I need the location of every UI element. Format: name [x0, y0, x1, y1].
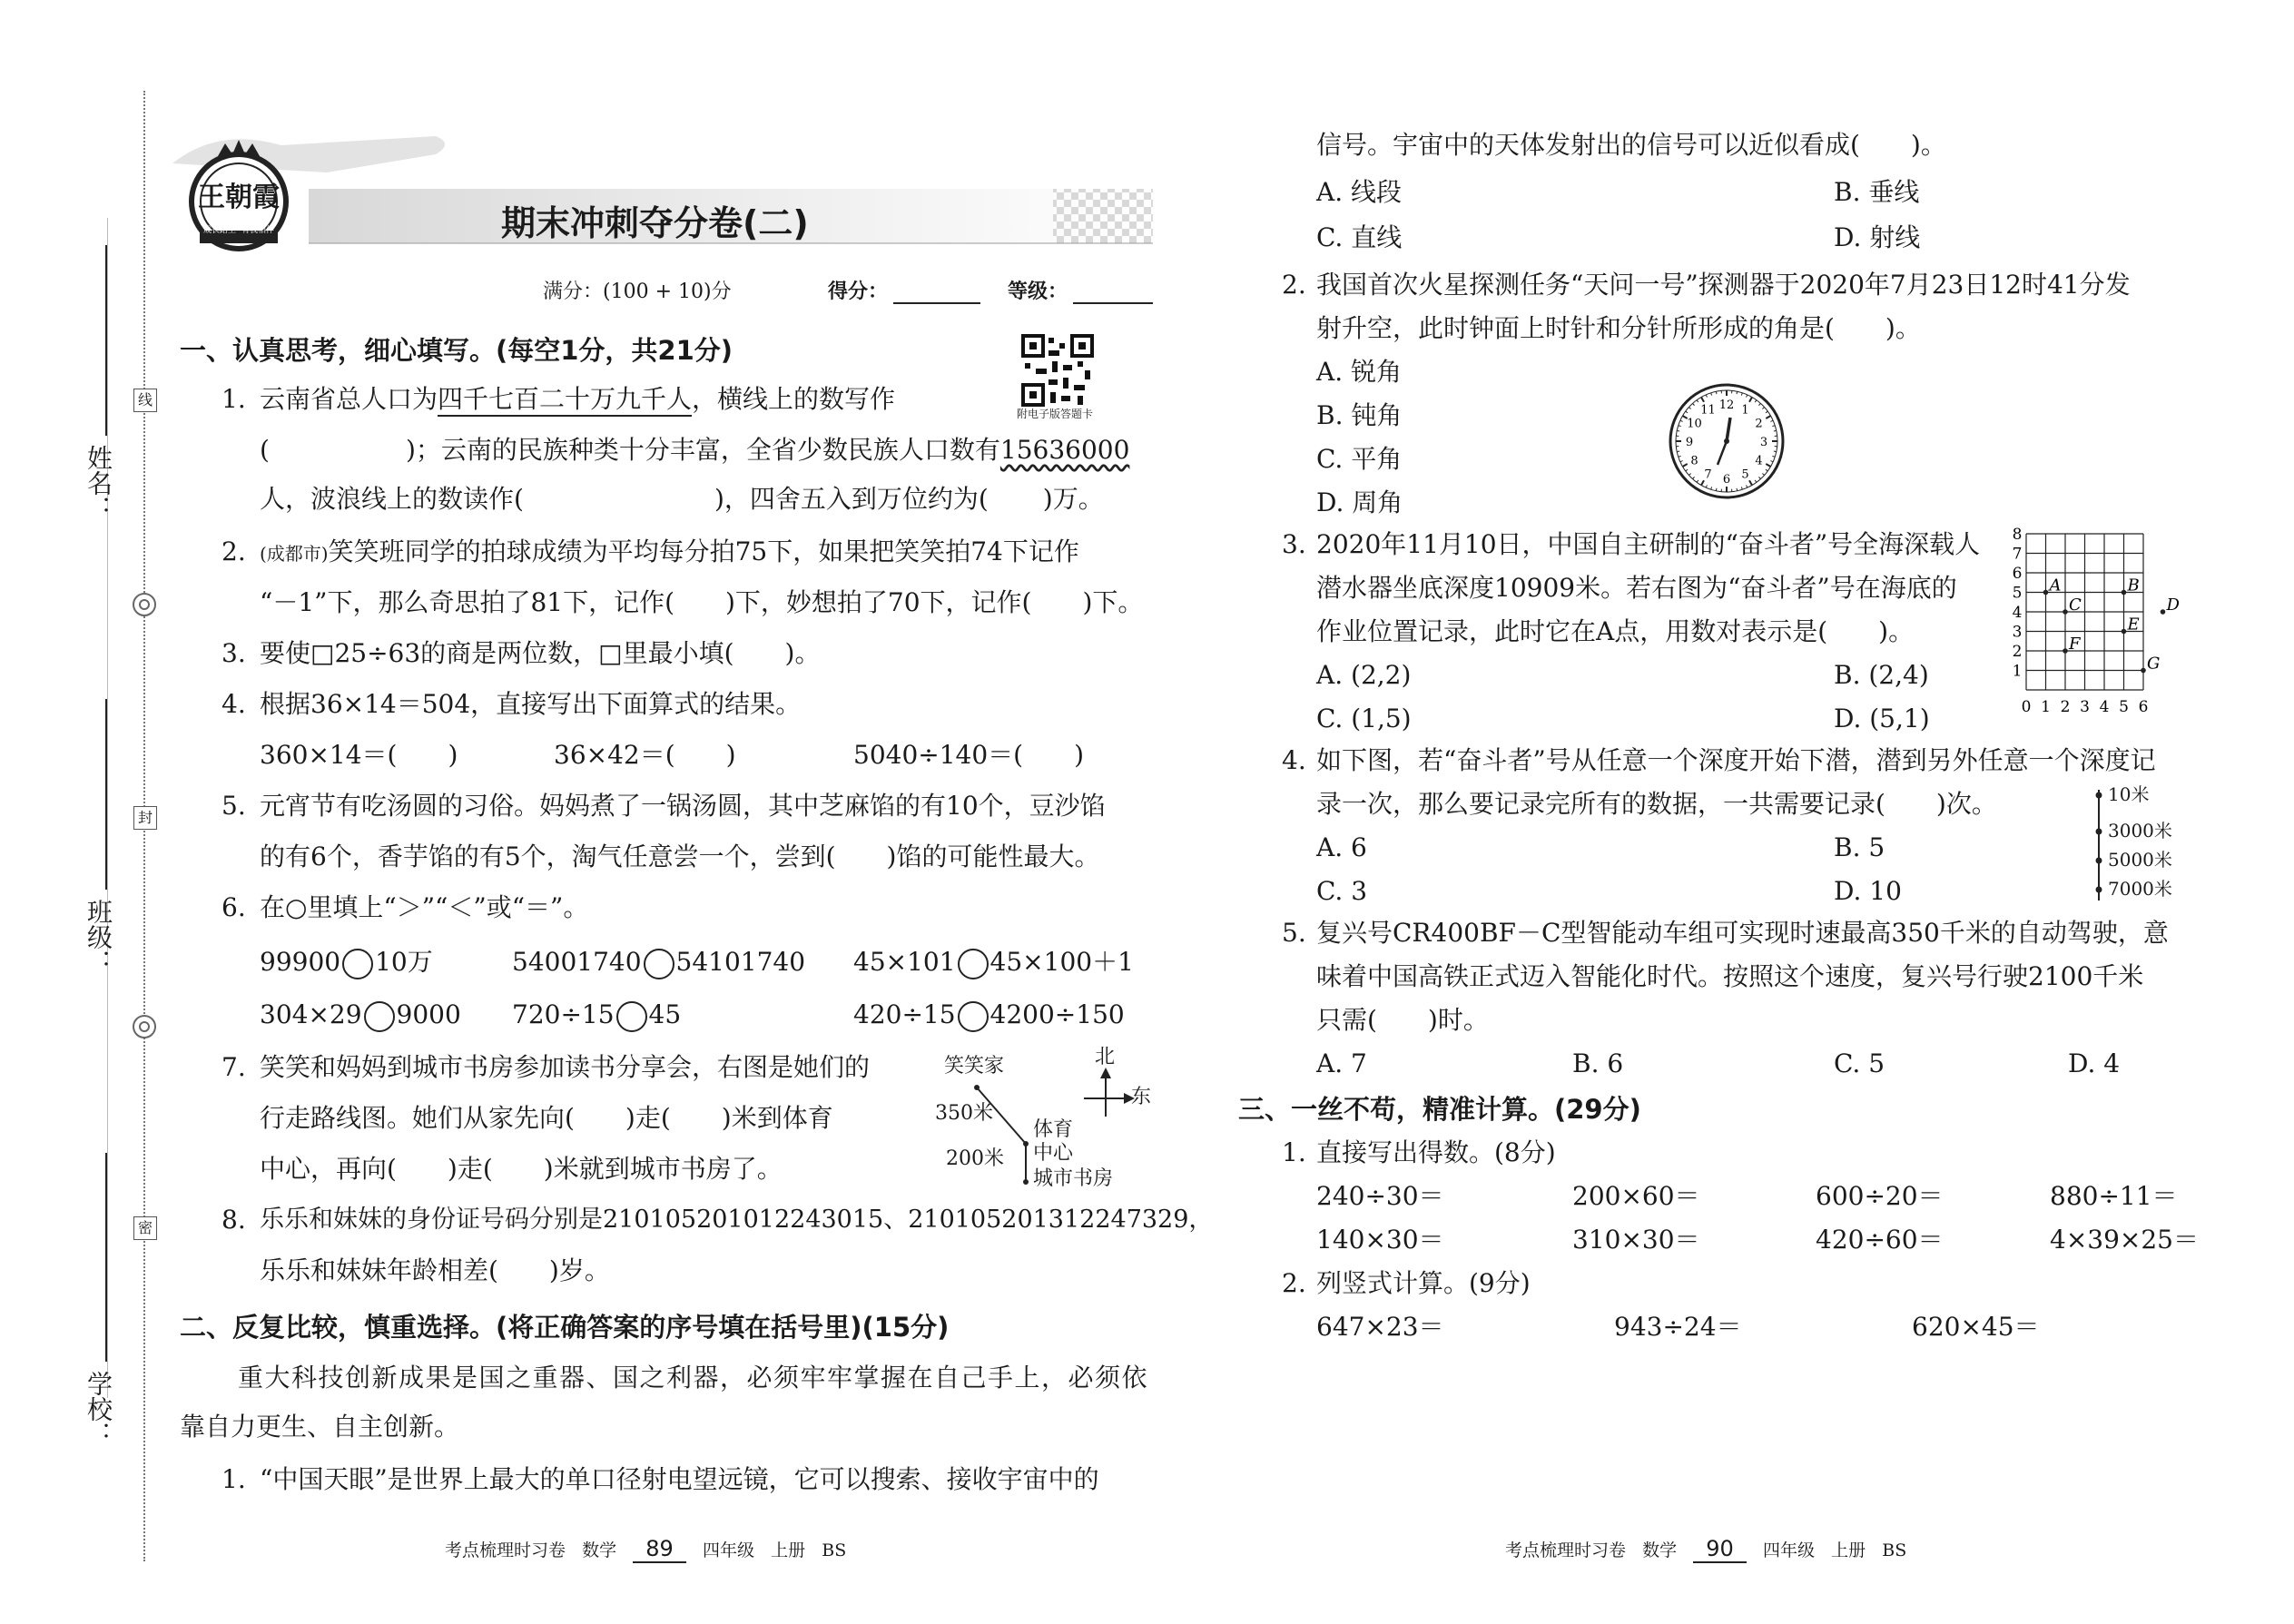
map-east: 东 — [1131, 1086, 1152, 1108]
compare-right: 45×100＋1 — [989, 947, 1134, 977]
grid-x-tick: 1 — [2041, 698, 2051, 716]
compare-circle[interactable] — [616, 1001, 647, 1032]
s2-q3-line2: 潜水器坐底深度10909米。若右图为“奋斗者”号在海底的 — [1316, 573, 1957, 603]
s2-q1-line2: 信号。宇宙中的天体发射出的信号可以近似看成( )。 — [1316, 130, 1946, 160]
s1-q6-row2-c3 — [853, 997, 1125, 1033]
clock-number: 1 — [1741, 403, 1749, 418]
section1-heading: 一、认真思考，细心填写。(每空1分，共21分) — [180, 335, 733, 366]
s2-q5-num: 5. — [1282, 918, 1306, 948]
grid-point — [2063, 648, 2068, 654]
s2-q5-line2: 味着中国高铁正式迈入智能化时代。按照这个速度，复兴号行驶2100千米 — [1316, 961, 2144, 991]
grid-x-tick: 5 — [2119, 698, 2129, 716]
clock-number: 5 — [1741, 468, 1749, 482]
s1-q4-num: 4. — [222, 689, 246, 719]
map-sports-1: 体育 — [1033, 1118, 1074, 1141]
clock-number: 11 — [1700, 403, 1716, 418]
grid-point-label: B — [2127, 576, 2140, 595]
s3-q2-item-1: 647×23＝ — [1316, 1312, 1444, 1342]
s2-q2-num: 2. — [1282, 270, 1306, 300]
compare-circle[interactable] — [342, 949, 373, 979]
s1-q4-expr-1: 360×14＝( ) — [260, 740, 458, 770]
s2-q4-option-b[interactable]: B. 5 — [1834, 832, 1885, 862]
s2-q2-option-c[interactable]: C. 平角 — [1316, 444, 1403, 474]
s1-q2-line1 — [260, 534, 1079, 572]
s2-q2-line2: 射升空，此时钟面上时针和分针所形成的角是( )。 — [1316, 313, 1921, 343]
s2-q1-line1: “中国天眼”是世界上最大的单口径射电望远镜，它可以搜索、接收宇宙中的 — [260, 1464, 1099, 1494]
depth-10: 10米 — [2108, 783, 2150, 805]
footer-book: 考点梳理时习卷 — [445, 1540, 566, 1560]
clock-number: 4 — [1755, 454, 1763, 468]
map-library: 城市书房 — [1033, 1167, 1114, 1190]
s1-q1-text-a: 云南省总人口为 — [260, 384, 438, 414]
s2-q1-option-d[interactable]: D. 射线 — [1834, 222, 1921, 252]
s2-q2-line1: 我国首次火星探测任务“天问一号”探测器于2020年7月23日12时41分发 — [1316, 270, 2131, 300]
s2-q5-line1: 复兴号CR400BF－C型智能动车组可实现时速最高350千米的自动驾驶，意 — [1316, 918, 2169, 948]
s2-q2-option-b[interactable]: B. 钝角 — [1316, 400, 1403, 430]
s1-q7-line1: 笑笑和妈妈到城市书房参加读书分享会，右图是她们的 — [260, 1052, 871, 1082]
compare-right: 10万 — [375, 947, 433, 977]
s1-q6-row2-c2 — [512, 997, 681, 1033]
compare-left: 54001740 — [512, 947, 642, 977]
grid-point — [2141, 668, 2146, 674]
grid-x-tick: 0 — [2021, 698, 2032, 716]
compare-right: 54101740 — [675, 947, 806, 977]
compare-left: 304×29 — [260, 999, 362, 1029]
s2-q4-line1: 如下图，若“奋斗者”号从任意一个深度开始下潜，潜到另外任意一个深度记 — [1316, 745, 2156, 775]
s1-q2-text-a: 笑笑班同学的拍球成绩为平均每分拍75下，如果把笑笑拍74下记作 — [328, 536, 1079, 566]
brand-motto-left: 成长路上 — [203, 226, 237, 235]
qr-code[interactable] — [1021, 334, 1094, 407]
s3-q1-r2-4: 4×39×25＝ — [2050, 1225, 2199, 1255]
s1-q7-line3: 中心，再向( )走( )米就到城市书房了。 — [260, 1154, 783, 1184]
seal-mark-line: 线 — [133, 389, 157, 412]
binding-hole-icon — [133, 1015, 156, 1038]
s2-q5-option-d[interactable]: D. 4 — [2068, 1048, 2121, 1078]
grid-point-label: D — [2166, 595, 2180, 615]
grid-point-label: A — [2049, 576, 2062, 595]
s3-q1-r1-2: 200×60＝ — [1572, 1181, 1700, 1211]
page-number: 90 — [1693, 1536, 1747, 1563]
depth-3000: 3000米 — [2108, 820, 2172, 842]
depth-5000: 5000米 — [2108, 849, 2172, 871]
s2-q5-option-c[interactable]: C. 5 — [1834, 1048, 1885, 1078]
clock-number: 8 — [1690, 454, 1698, 468]
brand-motto-right: 有我相伴 — [241, 226, 275, 235]
grid-x-tick: 4 — [2099, 698, 2110, 716]
s3-q1-r2-2: 310×30＝ — [1572, 1225, 1700, 1255]
footer-edition: BS — [1882, 1540, 1907, 1560]
binding-hole-icon — [133, 593, 156, 616]
s1-q6-text: 在○里填上“＞”“＜”或“＝”。 — [260, 892, 589, 922]
class-line — [105, 699, 107, 890]
compare-circle[interactable] — [958, 949, 989, 979]
s1-q1-line1 — [260, 381, 895, 418]
brand-logo — [180, 136, 298, 254]
qr-code-icon — [1021, 334, 1094, 407]
clock-icon — [1667, 381, 1787, 501]
s1-q1-line2 — [260, 432, 1129, 468]
s1-q5-num: 5. — [222, 791, 246, 821]
grid-y-tick: 2 — [2012, 643, 2023, 661]
compare-circle[interactable] — [364, 1001, 395, 1032]
s1-q4-expr-3: 5040÷140＝( ) — [853, 740, 1085, 770]
s1-q3-num: 3. — [222, 638, 246, 668]
s1-q4-expr-2: 36×42＝( ) — [554, 740, 736, 770]
s2-q2-option-d[interactable]: D. 周角 — [1316, 487, 1403, 517]
clock-number: 9 — [1685, 436, 1694, 449]
s2-q1-option-b[interactable]: B. 垂线 — [1834, 177, 1920, 207]
footer-right — [1505, 1530, 1906, 1569]
s1-q1-open-paren: ( — [260, 435, 270, 465]
grid-x-tick: 2 — [2060, 698, 2071, 716]
compare-left: 45×101 — [853, 947, 956, 977]
page-number: 89 — [633, 1536, 686, 1563]
map-dist-2: 200米 — [946, 1147, 1004, 1170]
compare-left: 99900 — [260, 947, 341, 977]
s2-intro-line1: 重大科技创新成果是国之重器、国之利器，必须牢牢掌握在自己手上，必须依 — [238, 1363, 1149, 1393]
s3-q2-text: 列竖式计算。(9分) — [1316, 1268, 1531, 1298]
clock-number: 10 — [1687, 417, 1702, 431]
route-map — [935, 1046, 1153, 1198]
brand-name: 王朝霞 — [198, 182, 280, 213]
school-line — [105, 1153, 107, 1362]
name-line — [105, 245, 107, 436]
score-label: 得分： — [828, 281, 889, 303]
s1-q7-line2: 行走路线图。她们从家先向( )走( )米到体育 — [260, 1103, 833, 1133]
s1-q1-line3-a: 人，波浪线上的数读作( — [260, 484, 524, 514]
s2-q4-option-d[interactable]: D. 10 — [1834, 876, 1902, 906]
footer-term: 上册 — [1831, 1540, 1866, 1560]
grid-y-tick: 8 — [2012, 526, 2023, 544]
grid-point — [2122, 590, 2127, 595]
s2-q3-num: 3. — [1282, 529, 1306, 559]
s2-q1-num: 1. — [222, 1464, 246, 1494]
s3-q1-r2-3: 420÷60＝ — [1816, 1225, 1944, 1255]
coordinate-grid — [2006, 525, 2206, 724]
s2-q3-line3: 作业位置记录，此时它在A点，用数对表示是( )。 — [1316, 616, 1915, 646]
s1-q8-num: 8. — [222, 1205, 246, 1235]
s1-q1-line3-b: )，四舍五入到万位约为( — [714, 484, 989, 514]
clock-number: 2 — [1755, 417, 1763, 431]
s3-q1-r1-4: 880÷11＝ — [2050, 1181, 2178, 1211]
grid-y-tick: 3 — [2012, 623, 2023, 642]
s3-q1-num: 1. — [1282, 1137, 1306, 1167]
s3-q1-r2-1: 140×30＝ — [1316, 1225, 1444, 1255]
footer-subject: 数学 — [1642, 1540, 1678, 1560]
s1-q1-line3-c: )万。 — [1042, 484, 1104, 514]
footer-edition: BS — [822, 1540, 847, 1560]
s3-q1-r1-3: 600÷20＝ — [1816, 1181, 1944, 1211]
grid-graphic — [2006, 525, 2206, 724]
map-dist-1: 350米 — [935, 1102, 993, 1125]
s2-q5-line3: 只需( )时。 — [1316, 1005, 1489, 1035]
s1-q7-num: 7. — [222, 1052, 246, 1082]
s1-q1-num: 1. — [222, 384, 246, 414]
grid-y-tick: 1 — [2012, 662, 2023, 681]
depth-line — [2090, 783, 2199, 904]
clock-number: 7 — [1704, 468, 1712, 482]
s2-q3-option-a[interactable]: A. (2,2) — [1316, 660, 1412, 690]
s3-q2-num: 2. — [1282, 1268, 1306, 1298]
s2-q3-line1: 2020年11月10日，中国自主研制的“奋斗者”号全海深载人 — [1316, 529, 1981, 559]
s2-q5-option-a[interactable]: A. 7 — [1316, 1048, 1367, 1078]
grid-point-label: G — [2147, 654, 2161, 674]
s1-q1-wavy-number: 15636000 — [999, 435, 1130, 465]
seal-mark-dense: 密 — [133, 1216, 157, 1240]
s1-q5-line2: 的有6个，香芋馅的有5个，淘气任意尝一个，尝到( )馅的可能性最大。 — [260, 842, 1100, 871]
compare-circle[interactable] — [644, 949, 674, 979]
s1-q6-row2-c1 — [260, 997, 461, 1033]
s2-q4-option-c[interactable]: C. 3 — [1316, 876, 1368, 906]
grid-y-tick: 7 — [2012, 545, 2023, 564]
binding-strip — [0, 0, 163, 1624]
s1-q6-row1-c1 — [260, 944, 433, 980]
s2-q4-option-a[interactable]: A. 6 — [1316, 832, 1367, 862]
seal-line — [107, 218, 108, 1398]
compare-right: 9000 — [396, 999, 461, 1029]
s1-q3-text: 要使□25÷63的商是两位数，□里最小填( )。 — [260, 638, 821, 668]
grid-x-tick: 6 — [2138, 698, 2149, 716]
s1-q6-row1-c3 — [853, 944, 1134, 980]
grid-y-tick: 6 — [2012, 565, 2023, 583]
full-score: 满分：(100 + 10)分 — [543, 281, 732, 303]
footer-grade: 四年级 — [702, 1540, 754, 1560]
s2-intro-line2: 靠自力更生、自主创新。 — [180, 1412, 460, 1442]
clock-number: 12 — [1718, 399, 1735, 412]
class-label: 班级： — [84, 899, 113, 975]
footer-left — [445, 1530, 846, 1569]
depth-7000: 7000米 — [2108, 878, 2172, 900]
s2-q4-num: 4. — [1282, 745, 1306, 775]
name-label: 姓名： — [84, 445, 113, 521]
s3-q2-item-2: 943÷24＝ — [1614, 1312, 1742, 1342]
compare-left: 720÷15 — [512, 999, 615, 1029]
grade-field[interactable] — [1073, 302, 1153, 304]
s2-q3-option-b[interactable]: B. (2,4) — [1834, 660, 1929, 690]
s1-q4-text: 根据36×14＝504，直接写出下面算式的结果。 — [260, 689, 802, 719]
s1-q1-text-b: ，横线上的数写作 — [692, 384, 896, 414]
s3-q1-text: 直接写出得数。(8分) — [1316, 1137, 1556, 1167]
clock-number: 3 — [1759, 436, 1768, 449]
grade-label: 等级： — [1008, 281, 1068, 303]
s1-q8-line1: 乐乐和妹妹的身份证号码分别是210105201012243015、210105201312247329， — [260, 1206, 1214, 1234]
clock-figure — [1667, 381, 1787, 501]
seal-mark-seal: 封 — [133, 806, 157, 830]
grid-x-tick: 3 — [2080, 698, 2090, 716]
footer-grade: 四年级 — [1762, 1540, 1815, 1560]
grid-point — [2161, 609, 2166, 615]
map-north: 北 — [1095, 1046, 1116, 1068]
section2-heading: 二、反复比较，慎重选择。(将正确答案的序号填在括号里)(15分) — [180, 1312, 950, 1343]
grid-point — [2063, 609, 2068, 615]
grid-point — [2122, 629, 2127, 635]
school-label: 学校： — [84, 1371, 113, 1447]
clock-number: 6 — [1722, 473, 1731, 487]
s1-q1-line3 — [260, 481, 1104, 517]
s1-q2-num: 2. — [222, 536, 246, 566]
s1-q1-underlined: 四千七百二十万九千人 — [438, 384, 692, 417]
s2-q5-option-b[interactable]: B. 6 — [1572, 1048, 1624, 1078]
section3-heading: 三、一丝不苟，精准计算。(29分) — [1238, 1094, 1641, 1125]
grid-point — [2043, 590, 2049, 595]
s3-q2-item-3: 620×45＝ — [1912, 1312, 2040, 1342]
s3-q1-r1-1: 240÷30＝ — [1316, 1181, 1444, 1211]
s1-q1-line2-text: )；云南的民族种类十分丰富，全省少数民族人口数有 — [405, 435, 1000, 465]
page-title: 期末冲刺夺分卷(二) — [501, 203, 809, 243]
s2-q3-option-c[interactable]: C. (1,5) — [1316, 704, 1412, 733]
s2-q3-option-d[interactable]: D. (5,1) — [1834, 704, 1930, 733]
compare-circle[interactable] — [958, 1001, 989, 1032]
grid-y-tick: 5 — [2012, 584, 2023, 603]
s2-q1-option-c[interactable]: C. 直线 — [1316, 222, 1403, 252]
s2-q1-option-a[interactable]: A. 线段 — [1316, 177, 1403, 207]
score-field[interactable] — [893, 302, 980, 304]
grid-point-label: C — [2069, 595, 2082, 615]
s2-q4-line2: 录一次，那么要记录完所有的数据，一共需要记录( )次。 — [1316, 789, 1997, 819]
footer-book: 考点梳理时习卷 — [1505, 1540, 1627, 1560]
map-home-label: 笑笑家 — [944, 1055, 1005, 1078]
s1-q5-line1: 元宵节有吃汤圆的习俗。妈妈煮了一锅汤圆，其中芝麻馅的有10个，豆沙馅 — [260, 791, 1106, 821]
footer-subject: 数学 — [582, 1540, 617, 1560]
s1-q6-row1-c2 — [512, 944, 805, 980]
qr-caption: 附电子版答题卡 — [1017, 408, 1094, 420]
s1-q8-line2: 乐乐和妹妹年龄相差( )岁。 — [260, 1255, 610, 1285]
s1-q2-tag: (成都市) — [260, 543, 329, 565]
grid-point-label: E — [2127, 615, 2140, 635]
compare-right: 4200÷150 — [989, 999, 1125, 1029]
compare-right: 45 — [648, 999, 682, 1029]
compare-left: 420÷15 — [853, 999, 956, 1029]
map-sports-2: 中心 — [1033, 1142, 1074, 1165]
footer-term: 上册 — [771, 1540, 806, 1560]
grid-y-tick: 4 — [2012, 604, 2023, 622]
grid-point-label: F — [2069, 635, 2081, 654]
s1-q6-num: 6. — [222, 892, 246, 922]
s2-q2-option-a[interactable]: A. 锐角 — [1316, 357, 1403, 387]
s1-q2-line2: “－1”下，那么奇思拍了81下，记作( )下，妙想拍了70下，记作( )下。 — [260, 587, 1144, 617]
